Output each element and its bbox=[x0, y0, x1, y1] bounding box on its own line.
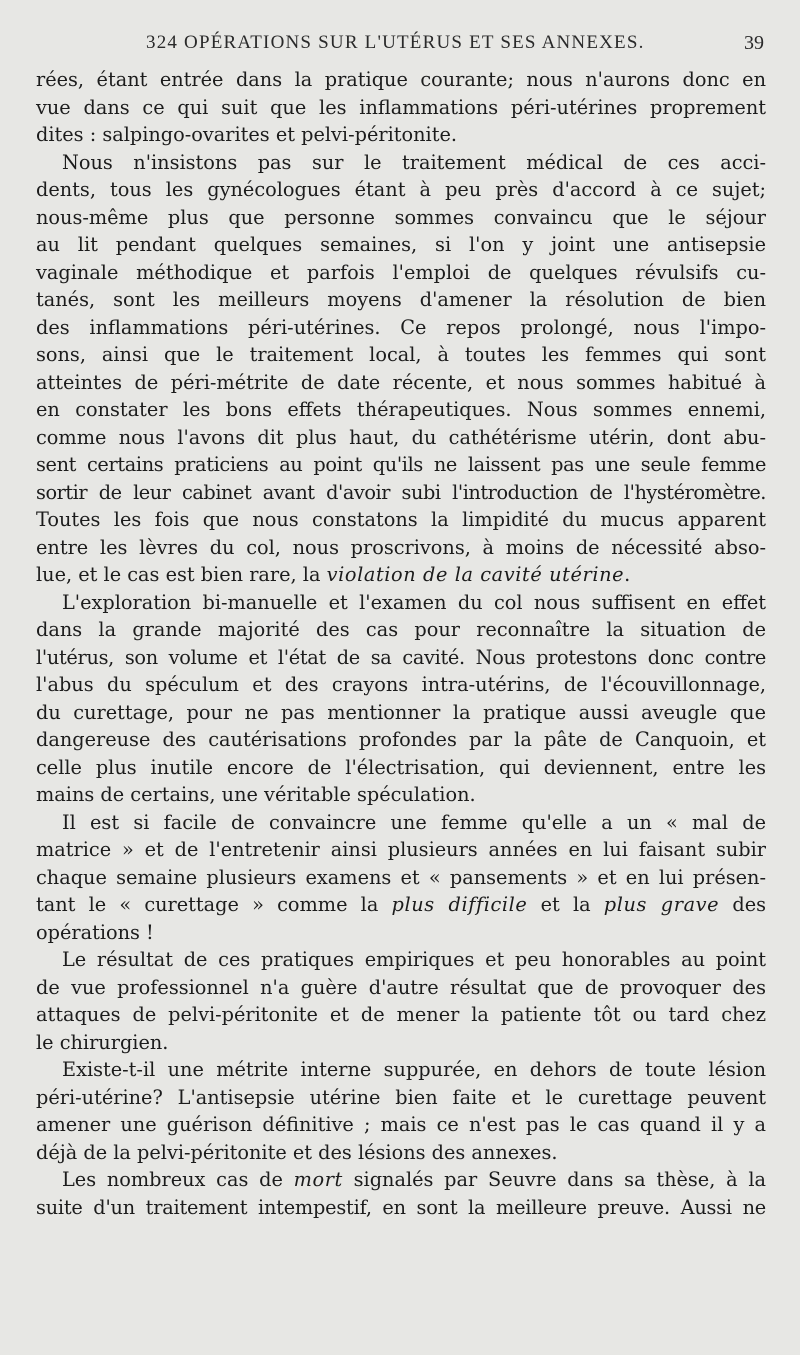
text-line: nous-même plus que personne sommes convaincu que le séjour bbox=[36, 205, 766, 229]
text-line: celle plus inutile encore de l'électrisation, qui deviennent, entre les bbox=[36, 755, 766, 779]
text-line: Il est si facile de convaincre une femme qu'elle a un « mal de bbox=[62, 810, 766, 834]
text-run: . bbox=[624, 563, 631, 586]
text-line bbox=[36, 1166, 766, 1194]
body-text bbox=[36, 66, 766, 1221]
text-run: lue, et le cas est bien rare, la bbox=[36, 563, 327, 586]
text-line: sent certains praticiens au point qu'ils ne laissent pas une seule femme bbox=[36, 453, 766, 476]
text-line: des inflammations péri-utérines. Ce repos prolongé, nous l'impo- bbox=[36, 315, 766, 339]
text-line: sortir de leur cabinet avant d'avoir subi l'introduction de l'hystéromètre. bbox=[36, 480, 766, 504]
text-line: suite d'un traitement intempestif, en sont la meilleure preuve. Aussi ne bbox=[36, 1195, 766, 1219]
paragraph-3 bbox=[36, 589, 766, 809]
text-run: Les nombreux cas de bbox=[62, 1168, 294, 1191]
text-line: dites : salpingo-ovarites et pelvi-péritonite. bbox=[36, 123, 457, 146]
text-line: tanés, sont les meilleurs moyens d'amener la résolution de bien bbox=[36, 288, 766, 311]
italic-word: mort bbox=[293, 1168, 343, 1191]
text-run: signalés par Seuvre dans sa thèse, à la bbox=[342, 1168, 766, 1191]
text-line: déjà de la pelvi-péritonite et des lésions des annexes. bbox=[36, 1140, 558, 1164]
text-line: du curettage, pour ne pas mentionner la pratique aussi aveugle que bbox=[36, 700, 766, 724]
text-line: entre les lèvres du col, nous proscrivons, à moins de nécessité abso- bbox=[36, 535, 766, 559]
italic-phrase: plus difficile bbox=[391, 893, 528, 916]
running-title: 324 OPÉRATIONS SUR L'UTÉRUS ET SES ANNEXES. bbox=[146, 32, 645, 53]
text-line: sons, ainsi que le traitement local, à toutes les femmes qui sont bbox=[36, 343, 766, 366]
text-run: des bbox=[719, 893, 767, 916]
page-number: 39 bbox=[744, 32, 764, 54]
text-line: rées, étant entrée dans la pratique courante; nous n'aurons donc en bbox=[36, 68, 766, 91]
text-line: Toutes les fois que nous constatons la limpidité du mucus apparent bbox=[36, 508, 766, 531]
text-line: dangereuse des cautérisations profondes par la pâte de Canquoin, et bbox=[36, 728, 766, 751]
paragraph-6 bbox=[36, 1056, 766, 1166]
text-line: vaginale méthodique et parfois l'emploi de quelques révulsifs cu- bbox=[36, 260, 766, 284]
text-line: l'abus du spéculum et des crayons intra-utérins, de l'écouvillonnage, bbox=[36, 673, 766, 696]
italic-phrase: plus grave bbox=[603, 893, 720, 916]
text-line: atteintes de péri-métrite de date récente, et nous sommes habitué à bbox=[36, 370, 766, 394]
text-line: chaque semaine plusieurs examens et « pansements » et en lui présen- bbox=[36, 865, 766, 889]
paragraph-5 bbox=[36, 946, 766, 1056]
text-line: l'utérus, son volume et l'état de sa cavité. Nous protestons donc contre bbox=[36, 645, 766, 669]
text-line: attaques de pelvi-péritonite et de mener la patiente tôt ou tard chez bbox=[36, 1003, 766, 1026]
paragraph-4 bbox=[36, 809, 766, 947]
text-line: en constater les bons effets thérapeutiques. Nous sommes ennemi, bbox=[36, 398, 766, 421]
text-line: vue dans ce qui suit que les inflammations péri-utérines proprement bbox=[36, 95, 766, 119]
paragraph-1 bbox=[36, 66, 766, 149]
italic-phrase: violation de la cavité utérine bbox=[326, 563, 625, 586]
text-line: mains de certains, une véritable spéculation. bbox=[36, 783, 476, 806]
text-line: matrice » et de l'entretenir ainsi plusieurs années en lui faisant subir bbox=[36, 838, 766, 861]
running-head bbox=[36, 32, 764, 58]
text-line: comme nous l'avons dit plus haut, du cathétérisme utérin, dont abu- bbox=[36, 425, 766, 449]
text-line: le chirurgien. bbox=[36, 1030, 169, 1054]
text-line bbox=[36, 891, 766, 919]
text-line bbox=[36, 561, 766, 589]
text-line: dents, tous les gynécologues étant à peu près d'accord à ce sujet; bbox=[36, 178, 766, 201]
text-line: péri-utérine? L'antisepsie utérine bien faite et le curettage peuvent bbox=[36, 1085, 766, 1109]
text-line: de vue professionnel n'a guère d'autre résultat que de provoquer des bbox=[36, 975, 766, 999]
text-run: et la bbox=[527, 893, 604, 916]
text-line: amener une guérison définitive ; mais ce n'est pas le cas quand il y a bbox=[36, 1113, 766, 1136]
text-line: L'exploration bi-manuelle et l'examen du col nous suffisent en effet bbox=[62, 590, 766, 614]
text-line: opérations ! bbox=[36, 920, 154, 944]
text-line: Le résultat de ces pratiques empiriques et peu honorables au point bbox=[62, 948, 766, 971]
text-line: Existe-t-il une métrite interne suppurée, en dehors de toute lésion bbox=[62, 1058, 766, 1081]
text-line: Nous n'insistons pas sur le traitement médical de ces acci- bbox=[62, 150, 766, 174]
text-run: tant le « curettage » comme la bbox=[36, 893, 392, 916]
paragraph-7 bbox=[36, 1166, 766, 1221]
text-line: dans la grande majorité des cas pour reconnaître la situation de bbox=[36, 618, 766, 641]
text-line: au lit pendant quelques semaines, si l'on y joint une antisepsie bbox=[36, 233, 766, 256]
paragraph-2 bbox=[36, 149, 766, 589]
